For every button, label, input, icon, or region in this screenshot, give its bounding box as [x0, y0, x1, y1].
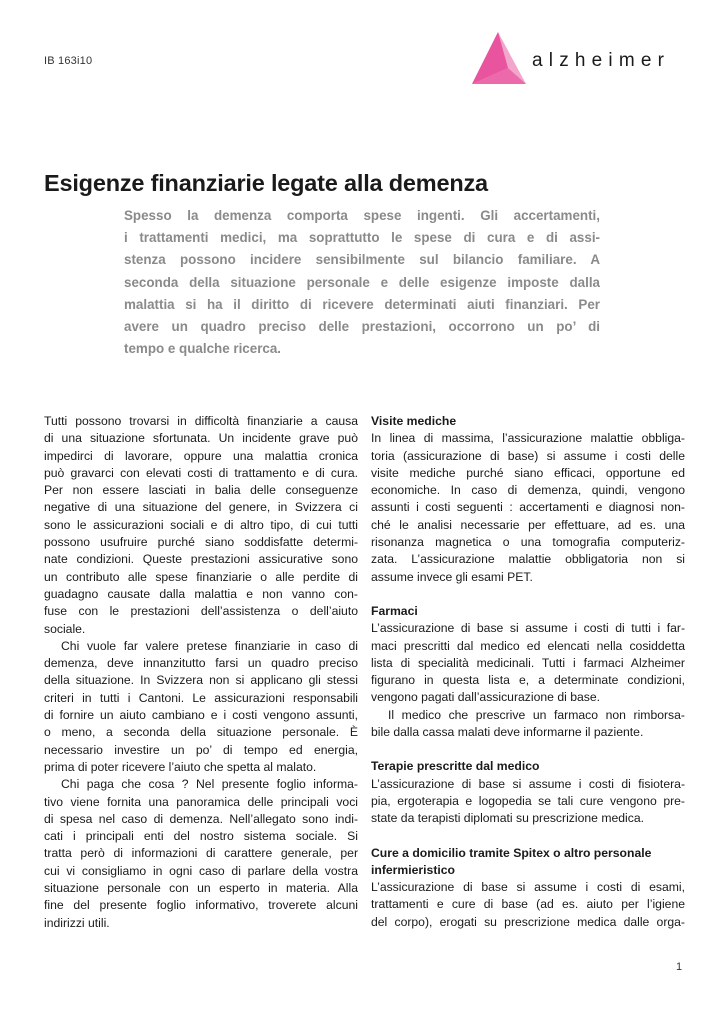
- text-line: assunti i costi seguenti : accertamenti e diagnosi non-: [371, 500, 685, 515]
- overview-paragraph: [44, 776, 358, 932]
- alzheimer-logo: [468, 30, 688, 86]
- section-heading: Farmaci: [371, 603, 418, 618]
- text-line: trattamenti e cure di base (ad es. aiuto per l’igiene: [371, 897, 685, 912]
- text-line: necessario investire un po’ di tempo ed energia,: [44, 742, 358, 757]
- doc-code: IB 163i10: [44, 55, 93, 67]
- text-line: risonanza magnetica o una tomografia computeriz-: [371, 535, 685, 550]
- text-line: della situazione. In Svizzera non si applicano gli stessi: [44, 673, 358, 688]
- section-heading: Visite mediche: [371, 414, 457, 428]
- text-line: situazione personale con un esperto in materia. Alla: [44, 881, 358, 896]
- triangle-logo-icon: [468, 30, 528, 86]
- page-number: 1: [676, 961, 683, 973]
- text-line: Tutti possono trovarsi in difficoltà finanziarie a causa: [44, 414, 358, 428]
- text-line: fuse con le prestazioni dell’assistenza o dell’aiuto: [44, 604, 358, 619]
- text-line: criteri in tutti i Cantoni. Le assicurazioni responsabili: [44, 690, 358, 705]
- text-line: di fornire un aiuto cambiano e i costi vengono assunti,: [44, 708, 358, 723]
- text-line: lista di specialità medicinali. Tutti i farmaci Alzheimer: [371, 655, 685, 670]
- section-farmaci: [371, 603, 685, 741]
- text-line: di spesa nel caso di demenza. Nell’allegato sono indi-: [44, 811, 358, 826]
- text-line: può gravarci con elevati costi di trattamento e di cura.: [44, 465, 358, 480]
- text-line: Il medico che prescrive un farmaco non rimborsa-: [388, 707, 685, 722]
- text-line: negative di una situazione del genere, in Svizzera ci: [44, 500, 358, 515]
- text-line: tratta però di informazioni di carattere generale, per: [44, 846, 358, 861]
- section-heading: Terapie prescritte dal medico: [371, 759, 540, 774]
- text-line: sono le assicurazioni sociali e di altro tipo, di cui tutti: [44, 517, 358, 532]
- text-line: o meno, a seconda della situazione personale. È: [44, 725, 358, 740]
- text-line: L’assicurazione di base si assume i costi di tutti i far-: [371, 621, 685, 636]
- text-line: prima di poter ricevere l’aiuto che spetta al malato.: [44, 759, 317, 774]
- page-title: Esigenze finanziarie legate alla demenza: [44, 170, 488, 196]
- lead-line: Spesso la demenza comporta spese ingenti. Gli accertamenti,: [124, 208, 600, 223]
- lead-line: avere un quadro preciso delle prestazioni, occorrono un po’ di: [124, 319, 600, 335]
- section-heading: Cure a domicilio tramite Spitex o altro personale: [371, 845, 652, 860]
- text-line: bile dalla cassa malati deve informarne il paziente.: [371, 725, 644, 740]
- text-line: L’assicurazione di base si assume i costi di esami,: [371, 880, 685, 895]
- text-line: demenza, deve innanzitutto farsi un quadro preciso: [44, 656, 358, 671]
- text-line: pia, ergoterapia e logopedia se tali cure vengono pre-: [371, 793, 685, 808]
- right-column: [371, 413, 685, 931]
- text-line: vengono pagati dall’assicurazione di base.: [371, 690, 601, 705]
- text-line: economiche. In caso di demenza, quindi, vengono: [371, 483, 685, 498]
- section-cure-domicilio: [371, 845, 685, 931]
- text-line: fine del presente foglio informativo, troverete alcuni: [44, 898, 358, 913]
- text-line: impedirci di lavorare, oppure una malattia cronica: [44, 448, 358, 463]
- text-line: Chi paga che cosa ? Nel presente foglio informa-: [61, 777, 358, 792]
- text-line: assume invece gli esami PET.: [371, 569, 533, 584]
- lead-line: stenza possono incidere sensibilmente sul bilancio familiare. A: [124, 252, 600, 268]
- lead-line: i trattamenti medici, ma soprattutto le spese di cura e di assi-: [124, 230, 600, 246]
- lead-paragraph: [124, 205, 600, 360]
- text-line: cati i principali enti del nostro sistema sociale. Si: [44, 829, 358, 844]
- text-line: zata. L’assicurazione malattie obbligatoria non si: [371, 552, 685, 567]
- section-visite-mediche: [371, 413, 685, 586]
- left-column: [44, 413, 358, 932]
- text-line: figurano in questa lista e, a determinate condizioni,: [371, 673, 685, 688]
- text-line: del corpo), erogati su prescrizione medica dalle orga-: [371, 914, 685, 929]
- logo-wordmark: alzheimer: [532, 50, 671, 71]
- text-line: state da terapisti diplomati su prescrizione medica.: [371, 811, 644, 826]
- text-line: un contributo alle spese finanziarie o alle perdite di: [44, 569, 358, 584]
- text-line: Per non essere lasciati in balia delle conseguenze: [44, 483, 358, 498]
- lead-line: malattia si ha il diritto di ricevere determinati aiuti finanziari. Per: [124, 296, 600, 312]
- lead-line: seconda della situazione personale e delle esigenze imposte dalla: [124, 274, 600, 290]
- text-line: nate condizioni. Queste prestazioni assicurative sono: [44, 552, 358, 567]
- text-line: cui vi consigliamo in ogni caso di parlare della vostra: [44, 863, 358, 878]
- text-line: Chi vuole far valere pretese finanziarie in caso di: [61, 638, 358, 653]
- text-line: di una situazione sfortunata. Un incidente grave può: [44, 431, 358, 446]
- text-line: ché le analisi necessarie per effettuare, ad es. una: [371, 517, 685, 532]
- text-line: tivo viene fornita una panoramica delle principali voci: [44, 794, 358, 809]
- text-line: indirizzi utili.: [44, 915, 110, 930]
- text-line: visite mediche purché siano efficaci, opportune ed: [371, 465, 685, 480]
- section-heading: infermieristico: [371, 862, 455, 877]
- intro-paragraph: [44, 413, 358, 638]
- text-line: possono usufruire purché siano soddisfatte determi-: [44, 535, 358, 550]
- lead-line: tempo e qualche ricerca.: [124, 341, 282, 357]
- text-line: In linea di massima, l’assicurazione malattie obbliga-: [371, 431, 685, 446]
- text-line: L’assicurazione di base si assume i costi di fisiotera-: [371, 776, 685, 791]
- text-line: maci prescritti dal medico ed elencati nella cosiddetta: [371, 638, 685, 653]
- section-terapie: [371, 758, 685, 827]
- text-line: sociale.: [44, 621, 86, 636]
- text-line: guadagno causate dalla malattia e non vanno con-: [44, 586, 358, 601]
- claims-paragraph: [44, 638, 358, 776]
- text-line: toria (assicurazione di base) si assume i costi delle: [371, 448, 685, 463]
